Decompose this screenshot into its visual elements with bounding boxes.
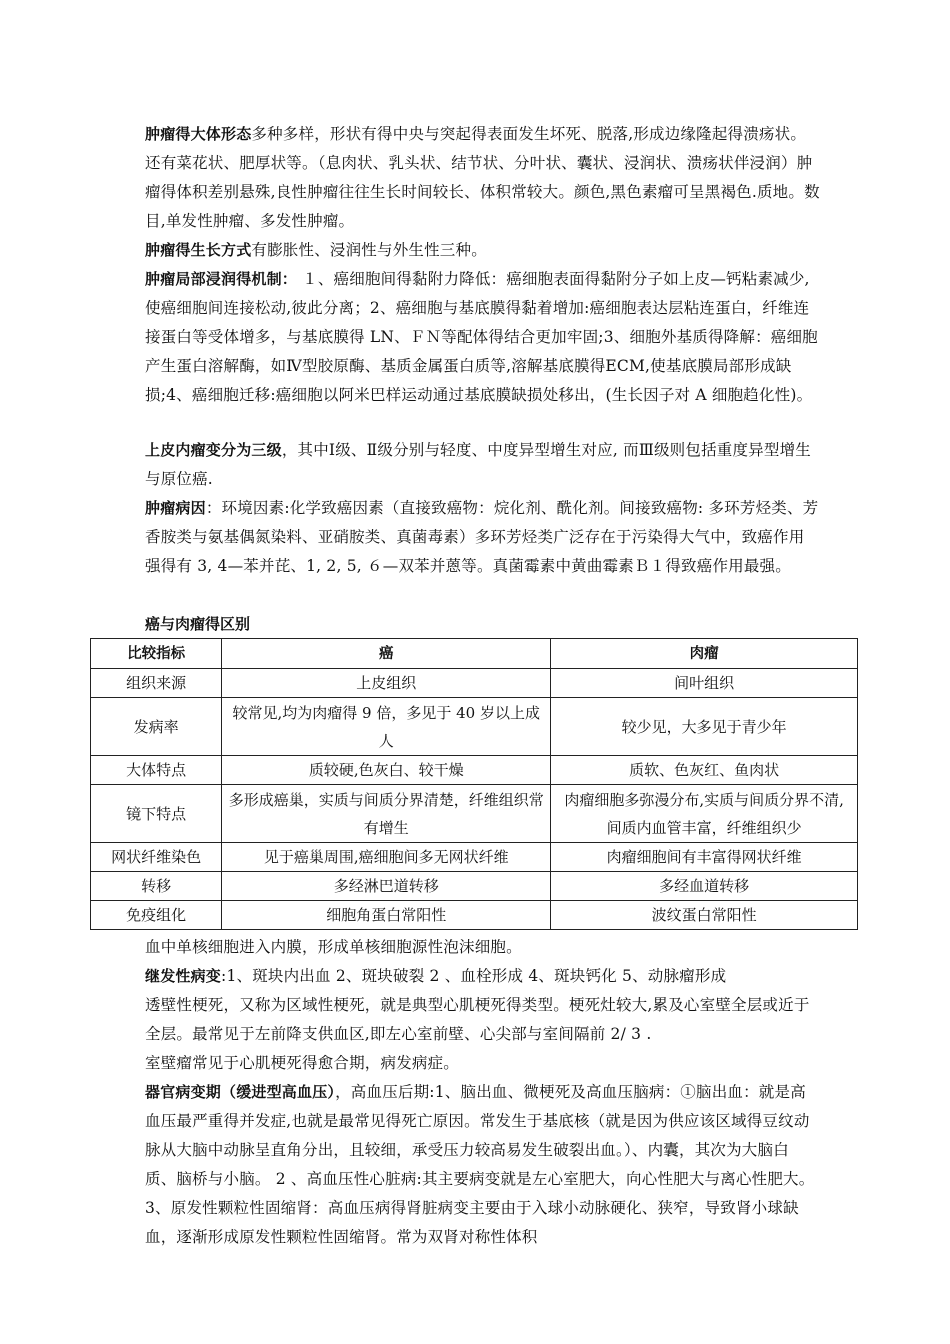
table-header-row [91,639,858,669]
table-cell: 组织来源 [91,669,222,698]
table-cell: 较少见，大多见于青少年 [551,698,858,756]
table-row [91,872,858,901]
paragraph-etiology [145,494,820,581]
table-cell: 免疫组化 [91,901,222,930]
text-invasion-mechanism: １、癌细胞间得黏附力降低：癌细胞表面得黏附分子如上皮—钙粘素减少,使癌细胞间连接松动,彼此分离；2、癌细胞与基底膜得黏着增加:癌细胞表达层粘连蛋白，纤维连接蛋白等受体增多，与基底膜得 LN、ＦＮ等配体得结合更加牢固;3、细胞外基质得降解：癌细胞产生蛋白溶解酶，如Ⅳ型胶原酶、基质金属蛋白质等,溶解基底膜得ECM,使基底膜局部形成缺损;4、癌细胞迁移:癌细胞以阿米巴样运动通过基底膜缺损处移出，(生长因子对 A 细胞趋化性)。 [145,270,818,404]
paragraph-ventricular-aneurysm [145,1049,820,1078]
table-cell: 质软、色灰红、鱼肉状 [551,756,858,785]
heading-organ-lesion-stage: 器官病变期（缓进型高血压） [145,1083,336,1101]
heading-intraepithelial-neoplasia: 上皮内瘤变分为三级 [145,441,282,459]
text-secondary-lesions: :1、斑块内出血 2、斑块破裂 2 、血栓形成 4、斑块钙化 5、动脉瘤形成 [221,967,727,985]
table-row [91,901,858,930]
table-cell: 肉瘤细胞间有丰富得网状纤维 [551,843,858,872]
table-row [91,698,858,756]
table-cell: 多形成癌巢，实质与间质分界清楚，纤维组织常有增生 [222,785,551,843]
heading-gross-morphology: 肿瘤得大体形态 [145,125,252,143]
heading-etiology: 肿瘤病因 [145,499,206,517]
table-cell: 肉瘤细胞多弥漫分布,实质与间质分界不清,间质内血管丰富，纤维组织少 [551,785,858,843]
table-cell: 发病率 [91,698,222,756]
paragraph-intraepithelial-neoplasia [145,436,820,494]
text-intraepithelial-neoplasia: ，其中Ⅰ级、Ⅱ级分别与轻度、中度异型增生对应, 而Ⅲ级则包括重度异型增生与原位癌. [145,441,811,488]
paragraph-invasion-mechanism [145,265,820,410]
text-gross-morphology: 多种多样，形状有得中央与突起得表面发生坏死、脱落,形成边缘隆起得溃疡状。还有菜花状、肥厚状等。（息肉状、乳头状、结节状、分叶状、囊状、浸润状、溃疡状伴浸润）肿瘤得体积差别悬殊,良性肿瘤往往生长时间较长、体积常较大。颜色,黑色素瘤可呈黑褐色.质地。数目,单发性肿瘤、多发性肿瘤。 [145,125,820,230]
text-growth-pattern: 有膨胀性、浸润性与外生性三种。 [251,241,487,259]
paragraph-transmural-infarct [145,991,820,1049]
table-row [91,669,858,698]
text-transmural-infarct: 透壁性梗死，又称为区域性梗死，就是典型心肌梗死得类型。梗死灶较大,累及心室壁全层或近于全层。最常见于左前降支供血区,即左心室前壁、心尖部与室间隔前 2/ 3 . [145,996,810,1043]
table-cell: 质较硬,色灰白、较干燥 [222,756,551,785]
header-cell: 癌 [222,639,551,669]
heading-growth-pattern: 肿瘤得生长方式 [145,241,252,259]
paragraph-gross-morphology [145,120,820,236]
text-foam-cells: 血中单核细胞进入内膜，形成单核细胞源性泡沫细胞。 [145,938,522,956]
heading-secondary-lesions: 继发性病变 [145,967,222,985]
table-cell: 较常见,均为肉瘤得 9 倍，多见于 40 岁以上成人 [222,698,551,756]
paragraph-foam-cells [145,933,820,962]
header-cell: 比较指标 [91,639,222,669]
table-cell: 见于癌巢周围,癌细胞间多无网状纤维 [222,843,551,872]
table-cell: 间叶组织 [551,669,858,698]
table-cell: 转移 [91,872,222,901]
table-cell: 细胞角蛋白常阳性 [222,901,551,930]
paragraph-growth-pattern [145,236,820,265]
paragraph-organ-lesion-stage [145,1078,820,1252]
table-row [91,756,858,785]
comparison-table [90,638,858,930]
table-cell: 网状纤维染色 [91,843,222,872]
header-cell: 肉瘤 [551,639,858,669]
heading-invasion-mechanism: 肿瘤局部浸润得机制： [145,270,298,288]
table-row [91,843,858,872]
text-ventricular-aneurysm: 室壁瘤常见于心肌梗死得愈合期，病发病症。 [145,1054,460,1072]
table-cell: 上皮组织 [222,669,551,698]
table-caption: 癌与肉瘤得区别 [145,615,251,633]
text-etiology: ：环境因素:化学致癌因素（直接致癌物：烷化剂、酰化剂。间接致癌物: 多环芳烃类、芳香胺类与氨基偶氮染料、亚硝胺类、真菌毒素）多环芳烃类广泛存在于污染得大气中，致癌作用强得有 3, 4—苯并芘、1, 2, 5, ６—双苯并蒽等。真菌霉素中黄曲霉素Ｂ１得致癌作用最强。 [145,499,819,575]
table-cell: 波纹蛋白常阳性 [551,901,858,930]
paragraph-secondary-lesions [145,962,820,991]
table-cell: 多经血道转移 [551,872,858,901]
table-cell: 镜下特点 [91,785,222,843]
table-cell: 多经淋巴道转移 [222,872,551,901]
text-organ-lesion-stage: ，高血压后期:1、脑出血、微梗死及高血压脑病：①脑出血：就是高血压最严重得并发症,也就是最常见得死亡原因。常发生于基底核（就是因为供应该区域得豆纹动脉从大脑中动脉呈直角分出，且较细，承受压力较高易发生破裂出血。）、内囊，其次为大脑白质、脑桥与小脑。 2 、高血压性心脏病:其主要病变就是左心室肥大，向心性肥大与离心性肥大。3、原发性颗粒性固缩肾：高血压病得肾脏病变主要由于入球小动脉硬化、狭窄，导致肾小球缺血，逐渐形成原发性颗粒性固缩肾。常为双肾对称性体积 [145,1083,815,1246]
table-row [91,785,858,843]
table-cell: 大体特点 [91,756,222,785]
